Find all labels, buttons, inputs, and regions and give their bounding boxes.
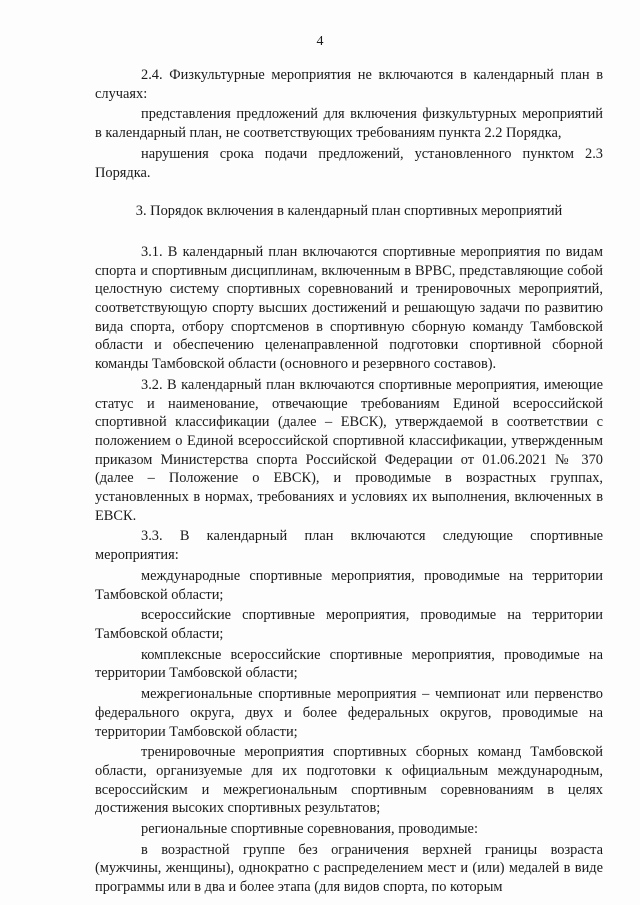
paragraph-3-3-item-regional: региональные спортивные соревнования, проводимые: — [141, 821, 478, 838]
paragraph-2-4: 2.4. Физкультурные мероприятия не включаются в календарный план в случаях: — [95, 67, 603, 102]
page-number: 4 — [316, 34, 324, 49]
paragraph-2-4-item-1: представления предложений для включения физкультурных мероприятий в календарный план, не соответствующих требованиям пункта 2.2 Порядка, — [95, 106, 603, 142]
paragraph-3-3-item-age-group: в возрастной группе без ограничения верхней границы возраста (мужчины, женщины), однократно с распределением мест и (или) медалей в виде программы или в два и более этапа (для видов спорта, по которым — [95, 841, 603, 896]
paragraph-3-2: 3.2. В календарный план включаются спортивные мероприятия, имеющие статус и наименование, отвечающие требованиям Единой всероссийской спортивной классификации (далее – ЕВСК), утверждаемой в соответствии с положением о Единой всероссийской спортивной классификации, утвержденным приказом Министерства спорта Российской Федерации от 01.06.2021 № 370 (далее – Положение о ЕВСК), и проводимые в возрастных группах, установленных в нормах, требованиях и условиях их выполнения, включенных в ЕВСК. — [95, 376, 603, 524]
paragraph-3-3-item-training: тренировочные мероприятия спортивных сборных команд Тамбовской области, организуемые для их подготовки к официальным международным, всероссийским и межрегиональным спортивным соревнованиям в целях достижения высоких спортивных результатов; — [95, 744, 603, 817]
paragraph-2-4-item-2: нарушения срока подачи предложений, установленного пунктом 2.3 Порядка. — [95, 145, 603, 181]
section-heading-3: 3. Порядок включения в календарный план спортивных мероприятий — [135, 203, 563, 220]
paragraph-3-1: 3.1. В календарный план включаются спортивные мероприятия по видам спорта и спортивным дисциплинам, включенным в ВРВС, представляющие собой целостную систему спортивных соревнований и тренировочных мероприятий, соответствующую спорту высших достижений и решающую задачи по развитию вида спорта, отбору спортсменов в спортивную сборную команду Тамбовской области и обеспечению целенаправленной подготовки спортивной сборной команды Тамбовской области (основного и резервного составов). — [95, 243, 603, 373]
paragraph-3-3-item-all-russian: всероссийские спортивные мероприятия, проводимые на территории Тамбовской области; — [95, 607, 603, 642]
paragraph-3-3-item-interregional: межрегиональные спортивные мероприятия – чемпионат или первенство федерального округа, двух и более федеральных округов, проводимые на территории Тамбовской области; — [95, 686, 603, 740]
paragraph-3-3-item-international: международные спортивные мероприятия, проводимые на территории Тамбовской области; — [95, 567, 603, 603]
paragraph-3-3-item-complex: комплексные всероссийские спортивные мероприятия, проводимые на территории Тамбовской области; — [95, 646, 603, 682]
paragraph-3-3: 3.3. В календарный план включаются следующие спортивные мероприятия: — [95, 528, 603, 564]
document-body — [95, 66, 603, 899]
